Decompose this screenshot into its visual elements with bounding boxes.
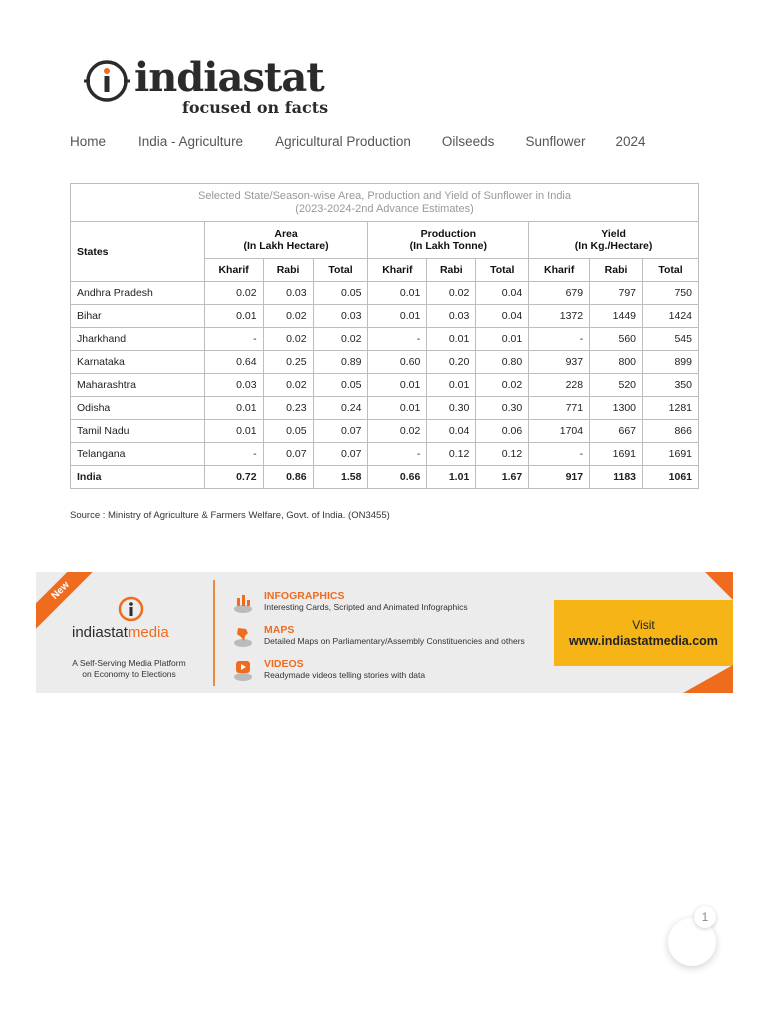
subheader-area-total: Total <box>313 259 368 282</box>
area-kharif-cell: 0.03 <box>204 374 263 397</box>
feature-infographics-desc: Interesting Cards, Scripted and Animated Infographics <box>264 602 468 612</box>
breadcrumb-india-agriculture[interactable]: India - Agriculture <box>138 134 244 149</box>
yield-kharif-cell: 679 <box>529 282 590 305</box>
subheader-production-kharif: Kharif <box>368 259 427 282</box>
area-rabi-cell: 0.03 <box>263 282 313 305</box>
info-i-icon <box>84 58 130 104</box>
table-row <box>71 351 699 374</box>
visit-box[interactable] <box>554 600 733 666</box>
area-rabi-cell: 0.02 <box>263 305 313 328</box>
production-rabi-cell: 0.01 <box>427 374 476 397</box>
area-kharif-cell: 0.64 <box>204 351 263 374</box>
breadcrumb-2024[interactable]: 2024 <box>615 134 646 149</box>
banner-brand-part1: indiastat <box>72 624 128 641</box>
subheader-yield-kharif: Kharif <box>529 259 590 282</box>
production-kharif-cell: 0.01 <box>368 374 427 397</box>
yield-header-title: Yield <box>601 228 626 240</box>
yield-rabi-cell: 520 <box>590 374 643 397</box>
banner-tagline <box>64 658 194 680</box>
yield-kharif-cell: 1372 <box>529 305 590 328</box>
yield-total-cell: 350 <box>643 374 699 397</box>
area-kharif-cell: - <box>204 328 263 351</box>
yield-group-header <box>529 222 699 259</box>
yield-kharif-cell: 917 <box>529 466 590 489</box>
banner-brand-name <box>72 624 169 641</box>
yield-total-cell: 545 <box>643 328 699 351</box>
production-kharif-cell: 0.66 <box>368 466 427 489</box>
production-header-unit: (In Lakh Tonne) <box>409 240 488 252</box>
yield-total-cell: 1424 <box>643 305 699 328</box>
production-rabi-cell: 0.02 <box>427 282 476 305</box>
yield-total-cell: 899 <box>643 351 699 374</box>
yield-rabi-cell: 1449 <box>590 305 643 328</box>
yield-kharif-cell: 937 <box>529 351 590 374</box>
production-kharif-cell: - <box>368 328 427 351</box>
table-row <box>71 328 699 351</box>
production-kharif-cell: 0.01 <box>368 282 427 305</box>
yield-header-unit: (In Kg./Hectare) <box>574 240 653 252</box>
production-kharif-cell: 0.01 <box>368 397 427 420</box>
area-rabi-cell: 0.86 <box>263 466 313 489</box>
state-cell: Odisha <box>71 397 205 420</box>
feature-maps-desc: Detailed Maps on Parliamentary/Assembly Constituencies and others <box>264 636 525 646</box>
area-kharif-cell: 0.01 <box>204 397 263 420</box>
area-rabi-cell: 0.02 <box>263 328 313 351</box>
subheader-yield-rabi: Rabi <box>590 259 643 282</box>
banner-divider <box>213 580 215 686</box>
table-caption <box>71 184 699 222</box>
state-cell: Karnataka <box>71 351 205 374</box>
table-row <box>71 305 699 328</box>
bar-chart-icon <box>232 592 254 614</box>
production-total-cell: 0.02 <box>476 374 529 397</box>
breadcrumb-agricultural-production[interactable]: Agricultural Production <box>275 134 411 149</box>
production-rabi-cell: 0.01 <box>427 328 476 351</box>
yield-rabi-cell: 1183 <box>590 466 643 489</box>
production-kharif-cell: 0.60 <box>368 351 427 374</box>
area-total-cell: 0.24 <box>313 397 368 420</box>
table-row <box>71 374 699 397</box>
yield-kharif-cell: - <box>529 328 590 351</box>
yield-total-cell: 1061 <box>643 466 699 489</box>
area-rabi-cell: 0.25 <box>263 351 313 374</box>
area-total-cell: 0.02 <box>313 328 368 351</box>
production-total-cell: 1.67 <box>476 466 529 489</box>
table-total-row <box>71 466 699 489</box>
area-total-cell: 0.89 <box>313 351 368 374</box>
area-kharif-cell: 0.02 <box>204 282 263 305</box>
states-header: States <box>71 222 205 282</box>
table-caption-line1: Selected State/Season-wise Area, Production and Yield of Sunflower in India <box>197 189 571 202</box>
breadcrumb-home[interactable]: Home <box>70 134 107 149</box>
area-rabi-cell: 0.07 <box>263 443 313 466</box>
area-group-header <box>204 222 368 259</box>
visit-url-link[interactable]: www.indiastatmedia.com <box>569 634 718 648</box>
feature-infographics-title: INFOGRAPHICS <box>264 590 345 602</box>
yield-rabi-cell: 1300 <box>590 397 643 420</box>
area-kharif-cell: - <box>204 443 263 466</box>
area-total-cell: 0.07 <box>313 420 368 443</box>
production-total-cell: 0.12 <box>476 443 529 466</box>
state-cell: Jharkhand <box>71 328 205 351</box>
area-rabi-cell: 0.05 <box>263 420 313 443</box>
table-row <box>71 443 699 466</box>
area-total-cell: 0.03 <box>313 305 368 328</box>
area-kharif-cell: 0.72 <box>204 466 263 489</box>
feature-videos-desc: Readymade videos telling stories with data <box>264 670 426 680</box>
map-icon <box>232 626 254 648</box>
production-rabi-cell: 0.30 <box>427 397 476 420</box>
production-rabi-cell: 0.03 <box>427 305 476 328</box>
production-rabi-cell: 1.01 <box>427 466 476 489</box>
area-header-unit: (In Lakh Hectare) <box>243 240 329 252</box>
yield-kharif-cell: 1704 <box>529 420 590 443</box>
production-header-title: Production <box>420 228 477 240</box>
subheader-area-kharif: Kharif <box>204 259 263 282</box>
production-rabi-cell: 0.12 <box>427 443 476 466</box>
yield-rabi-cell: 800 <box>590 351 643 374</box>
banner-brand-part2: media <box>127 624 169 641</box>
data-table-container <box>70 183 699 489</box>
yield-rabi-cell: 560 <box>590 328 643 351</box>
breadcrumb <box>70 134 646 149</box>
banner-tagline-line1: A Self-Serving Media Platform <box>72 658 186 668</box>
area-rabi-cell: 0.02 <box>263 374 313 397</box>
new-ribbon: New <box>36 572 106 636</box>
state-cell: Tamil Nadu <box>71 420 205 443</box>
notification-badge: 1 <box>694 906 716 928</box>
yield-rabi-cell: 1691 <box>590 443 643 466</box>
area-total-cell: 0.05 <box>313 374 368 397</box>
production-total-cell: 0.01 <box>476 328 529 351</box>
production-total-cell: 0.30 <box>476 397 529 420</box>
subheader-yield-total: Total <box>643 259 699 282</box>
sunflower-data-table <box>70 183 699 489</box>
state-cell: India <box>71 466 205 489</box>
yield-kharif-cell: 771 <box>529 397 590 420</box>
feature-videos-title: VIDEOS <box>264 658 304 670</box>
yield-kharif-cell: - <box>529 443 590 466</box>
brand-tagline: focused on facts <box>182 98 329 117</box>
play-icon <box>232 660 254 682</box>
table-row <box>71 282 699 305</box>
yield-rabi-cell: 797 <box>590 282 643 305</box>
production-total-cell: 0.04 <box>476 305 529 328</box>
production-total-cell: 0.80 <box>476 351 529 374</box>
indiastatmedia-banner[interactable] <box>36 572 733 693</box>
yield-total-cell: 750 <box>643 282 699 305</box>
yield-total-cell: 866 <box>643 420 699 443</box>
area-rabi-cell: 0.23 <box>263 397 313 420</box>
production-kharif-cell: 0.01 <box>368 305 427 328</box>
production-rabi-cell: 0.04 <box>427 420 476 443</box>
brand-name: indiastat <box>134 54 324 101</box>
area-total-cell: 1.58 <box>313 466 368 489</box>
source-note: Source : Ministry of Agriculture & Farmers Welfare, Govt. of India. (ON3455) <box>70 510 390 521</box>
production-total-cell: 0.04 <box>476 282 529 305</box>
table-row <box>71 397 699 420</box>
table-row <box>71 420 699 443</box>
state-cell: Andhra Pradesh <box>71 282 205 305</box>
indiastat-logo[interactable] <box>84 56 344 120</box>
yield-rabi-cell: 667 <box>590 420 643 443</box>
subheader-area-rabi: Rabi <box>263 259 313 282</box>
breadcrumb-oilseeds[interactable]: Oilseeds <box>441 134 495 149</box>
banner-tagline-line2: on Economy to Elections <box>82 669 176 679</box>
area-header-title: Area <box>274 228 298 240</box>
info-i-icon <box>118 596 144 622</box>
subheader-production-rabi: Rabi <box>427 259 476 282</box>
visit-label: Visit <box>632 618 655 632</box>
area-kharif-cell: 0.01 <box>204 305 263 328</box>
production-rabi-cell: 0.20 <box>427 351 476 374</box>
breadcrumb-sunflower[interactable]: Sunflower <box>525 134 586 149</box>
yield-total-cell: 1691 <box>643 443 699 466</box>
yield-total-cell: 1281 <box>643 397 699 420</box>
state-cell: Telangana <box>71 443 205 466</box>
production-group-header <box>368 222 529 259</box>
visit-corner-decor <box>705 572 733 600</box>
area-total-cell: 0.07 <box>313 443 368 466</box>
area-total-cell: 0.05 <box>313 282 368 305</box>
table-body <box>71 282 699 489</box>
production-total-cell: 0.06 <box>476 420 529 443</box>
feature-maps-title: MAPS <box>264 624 295 636</box>
production-kharif-cell: 0.02 <box>368 420 427 443</box>
visit-corner-decor-bottom <box>683 665 733 693</box>
table-caption-line2: (2023-2024-2nd Advance Estimates) <box>295 202 474 215</box>
subheader-production-total: Total <box>476 259 529 282</box>
state-cell: Maharashtra <box>71 374 205 397</box>
production-kharif-cell: - <box>368 443 427 466</box>
state-cell: Bihar <box>71 305 205 328</box>
yield-kharif-cell: 228 <box>529 374 590 397</box>
area-kharif-cell: 0.01 <box>204 420 263 443</box>
